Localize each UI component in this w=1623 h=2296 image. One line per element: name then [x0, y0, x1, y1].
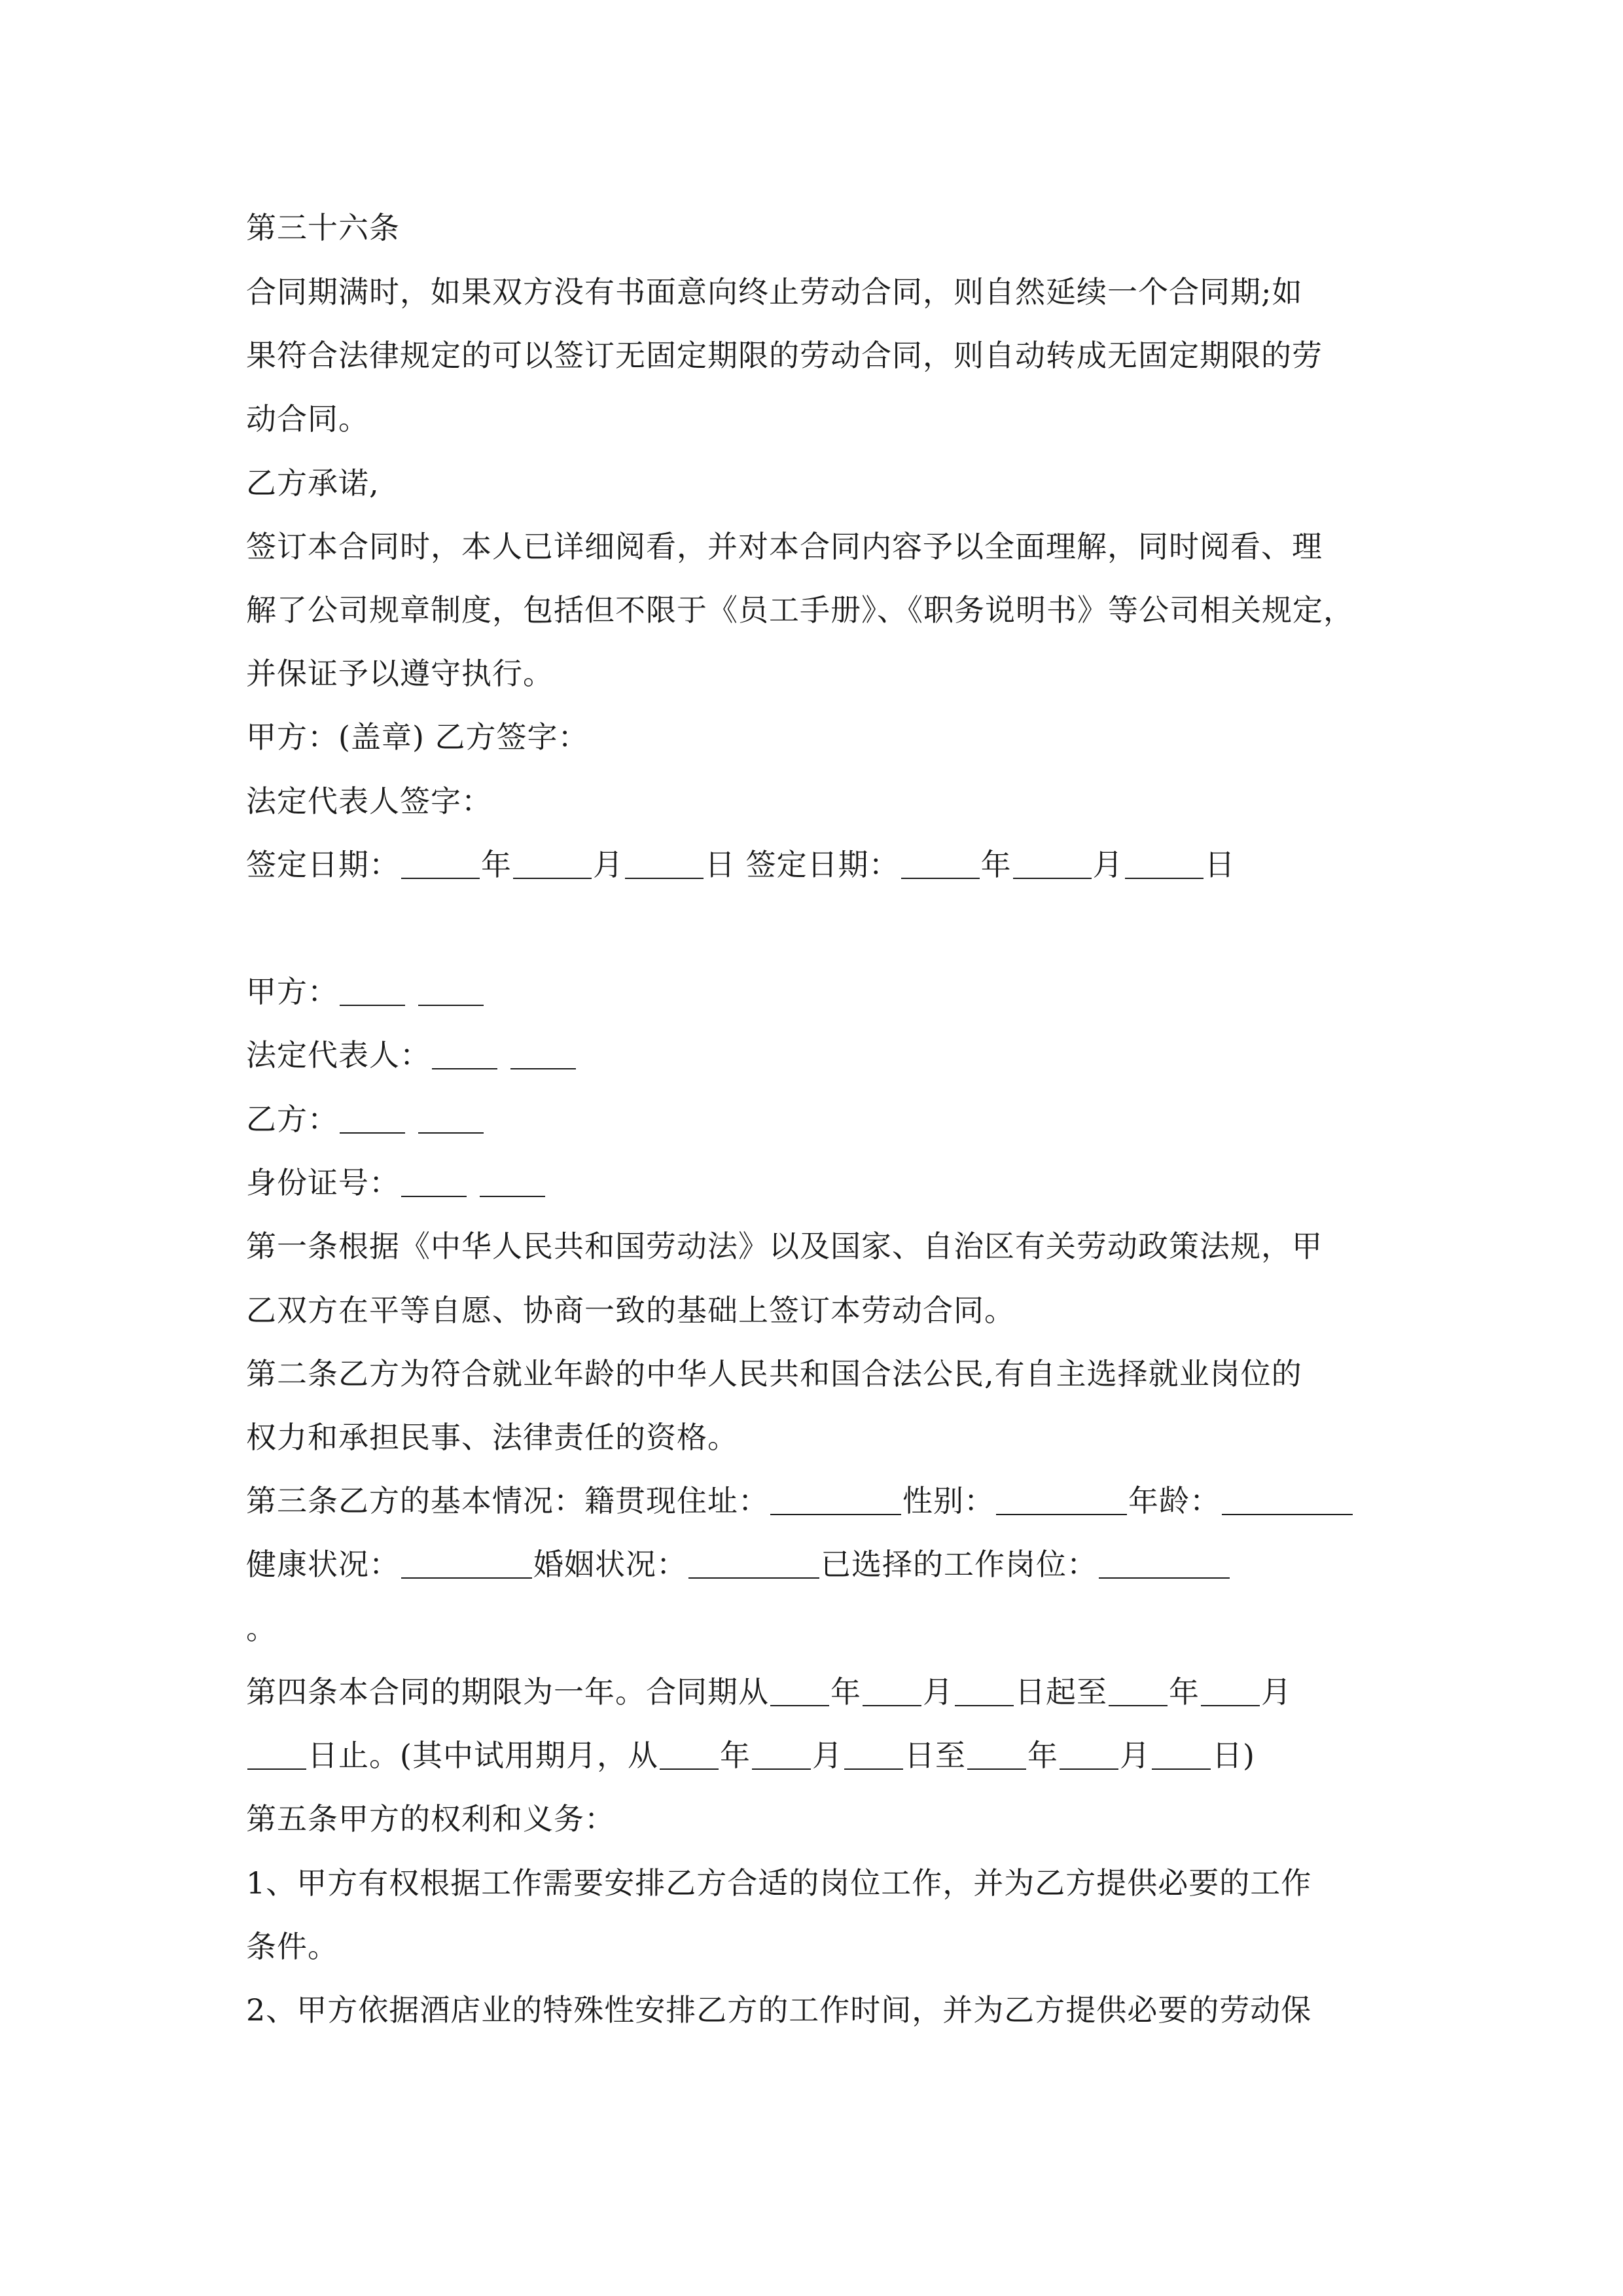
blank-field	[1125, 848, 1204, 879]
clause-line: 2、甲方依据酒店业的特殊性安排乙方的工作时间，并为乙方提供必要的劳动保	[246, 1992, 1312, 2028]
paragraph-line: 动合同。	[246, 401, 369, 437]
blank-field	[770, 1484, 901, 1515]
id-number-line: 身份证号：	[246, 1163, 546, 1202]
blank-field	[480, 1166, 545, 1197]
article-4-line: 日止。(其中试用期月，从 年 月 日至 年 月 日)	[246, 1736, 1255, 1775]
blank-field	[1222, 1484, 1353, 1515]
paragraph-line: 果符合法律规定的可以签订无固定期限的劳动合同，则自动转成无固定期限的劳	[246, 338, 1323, 373]
blank-field	[1060, 1738, 1118, 1770]
blank-field	[340, 975, 405, 1006]
clause-line: 1、甲方有权根据工作需要安排乙方合适的岗位工作，并为乙方提供必要的工作	[246, 1865, 1312, 1901]
legal-rep-signature-line: 法定代表人签字：	[246, 783, 492, 819]
paragraph-line: 签订本合同时，本人已详细阅看，并对本合同内容予以全面理解，同时阅看、理	[246, 529, 1323, 564]
blank-field	[401, 1166, 467, 1197]
blank-field	[418, 975, 484, 1006]
paragraph-line: 并保证予以遵守执行。	[246, 656, 554, 691]
article-36-heading: 第三十六条	[246, 210, 400, 245]
blank-field	[901, 848, 980, 879]
blank-field	[401, 1547, 532, 1579]
paragraph-line: 合同期满时，如果双方没有书面意向终止劳动合同，则自然延续一个合同期;如	[246, 274, 1303, 310]
blank-field	[513, 848, 592, 879]
party-b-line: 乙方：	[246, 1100, 485, 1139]
article-3-line: 健康状况： 婚姻状况： 已选择的工作岗位：	[246, 1545, 1231, 1584]
blank-field	[1201, 1675, 1260, 1706]
blank-field	[418, 1102, 484, 1134]
blank-field	[510, 1038, 576, 1069]
article-1-line: 第一条根据《中华人民共和国劳动法》以及国家、自治区有关劳动政策法规，甲	[246, 1229, 1323, 1264]
blank-field	[660, 1738, 719, 1770]
blank-field	[1099, 1547, 1230, 1579]
blank-field	[432, 1038, 497, 1069]
article-2-line: 权力和承担民事、法律责任的资格。	[246, 1420, 738, 1455]
blank-field	[844, 1738, 903, 1770]
article-3-line: 第三条乙方的基本情况：籍贯现住址： 性别： 年龄：	[246, 1481, 1354, 1520]
blank-field	[996, 1484, 1127, 1515]
party-a-line: 甲方：	[246, 972, 485, 1011]
article-4-line: 第四条本合同的期限为一年。合同期从 年 月 日起至 年 月	[246, 1674, 1292, 1710]
article-1-line: 乙双方在平等自愿、协商一致的基础上签订本劳动合同。	[246, 1293, 1015, 1328]
clause-line: 条件。	[246, 1929, 338, 1964]
paragraph-line: 解了公司规章制度，包括但不限于《员工手册》、《职务说明书》等公司相关规定，	[246, 592, 1354, 628]
blank-field	[967, 1738, 1026, 1770]
blank-field	[770, 1675, 829, 1706]
blank-field	[863, 1675, 921, 1706]
blank-field	[1109, 1675, 1168, 1706]
blank-field	[752, 1738, 811, 1770]
blank-field	[1152, 1738, 1211, 1770]
article-3-line: 。	[246, 1611, 277, 1646]
blank-field	[1013, 848, 1092, 879]
article-5-heading: 第五条甲方的权利和义务：	[246, 1801, 615, 1837]
blank-field	[340, 1102, 405, 1134]
article-2-line: 第二条乙方为符合就业年龄的中华人民共和国合法公民,有自主选择就业岗位的	[246, 1356, 1302, 1391]
promise-heading: 乙方承诺,	[246, 465, 380, 501]
blank-field	[247, 1738, 306, 1770]
legal-rep-line: 法定代表人：	[246, 1035, 577, 1075]
blank-field	[625, 848, 704, 879]
blank-field	[955, 1675, 1014, 1706]
blank-field	[688, 1547, 819, 1579]
sign-date-line: 签定日期： 年 月 日 签定日期： 年 月 日	[246, 847, 1236, 882]
blank-field	[401, 848, 480, 879]
signature-line: 甲方：(盖章) 乙方签字：	[246, 719, 589, 755]
